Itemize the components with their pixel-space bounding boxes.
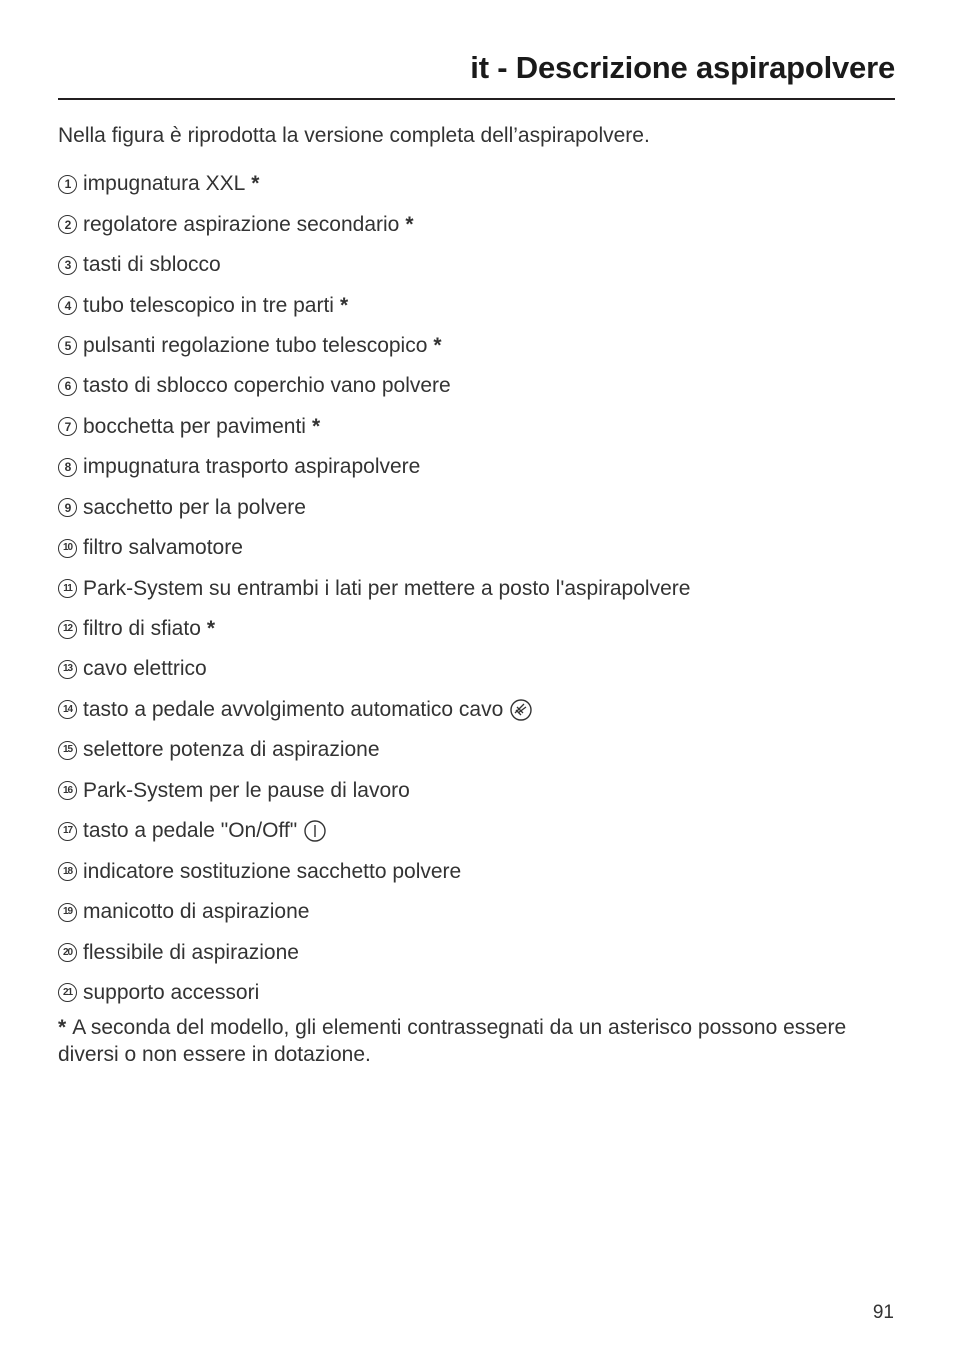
list-item: [58, 851, 690, 891]
asterisk: *: [433, 333, 442, 357]
list-item: [58, 973, 690, 1013]
item-label: impugnatura XXL: [83, 172, 246, 196]
footnote: [58, 1014, 878, 1068]
list-item: [58, 366, 690, 406]
item-number: 1: [58, 175, 77, 194]
item-label: manicotto di aspirazione: [83, 900, 310, 924]
title-rule: [58, 98, 895, 100]
item-label: regolatore aspirazione secondario: [83, 212, 400, 236]
item-number: 21: [58, 983, 77, 1002]
list-item: [58, 326, 690, 366]
list-item: [58, 892, 690, 932]
list-item: [58, 407, 690, 447]
item-label: pulsanti regolazione tubo telescopico: [83, 333, 428, 357]
asterisk: *: [311, 414, 321, 438]
item-number: 10: [58, 539, 77, 558]
item-number: 20: [58, 943, 77, 962]
item-label: bocchetta per pavimenti: [83, 414, 306, 438]
item-number: 2: [58, 215, 77, 234]
cord-rewind-icon: [509, 698, 533, 722]
item-number: 12: [58, 620, 77, 639]
list-item: [58, 245, 690, 285]
item-label: selettore potenza di aspirazione: [83, 738, 380, 762]
item-label: flessibile di aspirazione: [83, 940, 299, 964]
power-icon: [303, 819, 327, 843]
list-item: [58, 528, 690, 568]
item-label: cavo elettrico: [83, 657, 207, 681]
item-label: tasto a pedale "On/Off": [83, 819, 298, 843]
item-number: 14: [58, 700, 77, 719]
item-label: impugnatura trasporto aspirapolvere: [83, 455, 421, 479]
list-item: [58, 690, 690, 730]
item-number: 19: [58, 903, 77, 922]
list-item: [58, 204, 690, 244]
item-number: 9: [58, 498, 77, 517]
item-label: indicatore sostituzione sacchetto polvere: [83, 859, 462, 883]
list-item: [58, 730, 690, 770]
asterisk: *: [339, 293, 349, 317]
component-list: [58, 164, 690, 1013]
item-label: Park-System su entrambi i lati per mettere a posto l'aspirapolvere: [83, 576, 691, 600]
item-label: Park-System per le pause di lavoro: [83, 778, 410, 802]
item-label: filtro salvamotore: [83, 536, 243, 560]
list-item: [58, 164, 690, 204]
list-item: [58, 649, 690, 689]
item-label: tasti di sblocco: [83, 253, 221, 277]
asterisk: *: [206, 617, 216, 641]
list-item: [58, 488, 690, 528]
asterisk: *: [405, 212, 414, 236]
item-number: 13: [58, 660, 77, 679]
item-number: 11: [58, 579, 77, 598]
item-label: sacchetto per la polvere: [83, 495, 306, 519]
item-number: 15: [58, 741, 77, 760]
item-label: tasto a pedale avvolgimento automatico cavo: [83, 697, 504, 721]
item-number: 8: [58, 458, 77, 477]
list-item: [58, 568, 690, 608]
item-number: 7: [58, 417, 77, 436]
intro-text: Nella figura è riprodotta la versione completa dell’aspirapolvere.: [58, 124, 650, 147]
item-number: 4: [58, 296, 77, 315]
item-number: 6: [58, 377, 77, 396]
list-item: [58, 609, 690, 649]
list-item: [58, 811, 690, 851]
list-item: [58, 285, 690, 325]
item-number: 16: [58, 781, 77, 800]
list-item: [58, 771, 690, 811]
page-title: it - Descrizione aspirapolvere: [470, 50, 895, 85]
item-number: 3: [58, 256, 77, 275]
item-number: 18: [58, 862, 77, 881]
page-number: 91: [872, 1302, 894, 1323]
item-label: supporto accessori: [83, 980, 260, 1004]
item-label: filtro di sfiato: [83, 617, 201, 641]
footnote-text: A seconda del modello, gli elementi contrassegnati da un asterisco possono essere diversi o non essere in dotazione.: [58, 1016, 847, 1066]
asterisk: *: [251, 172, 260, 196]
item-label: tasto di sblocco coperchio vano polvere: [83, 374, 451, 398]
footnote-asterisk: *: [58, 1016, 67, 1039]
list-item: [58, 447, 690, 487]
item-label: tubo telescopico in tre parti: [83, 293, 334, 317]
item-number: 5: [58, 336, 77, 355]
item-number: 17: [58, 822, 77, 841]
list-item: [58, 932, 690, 972]
